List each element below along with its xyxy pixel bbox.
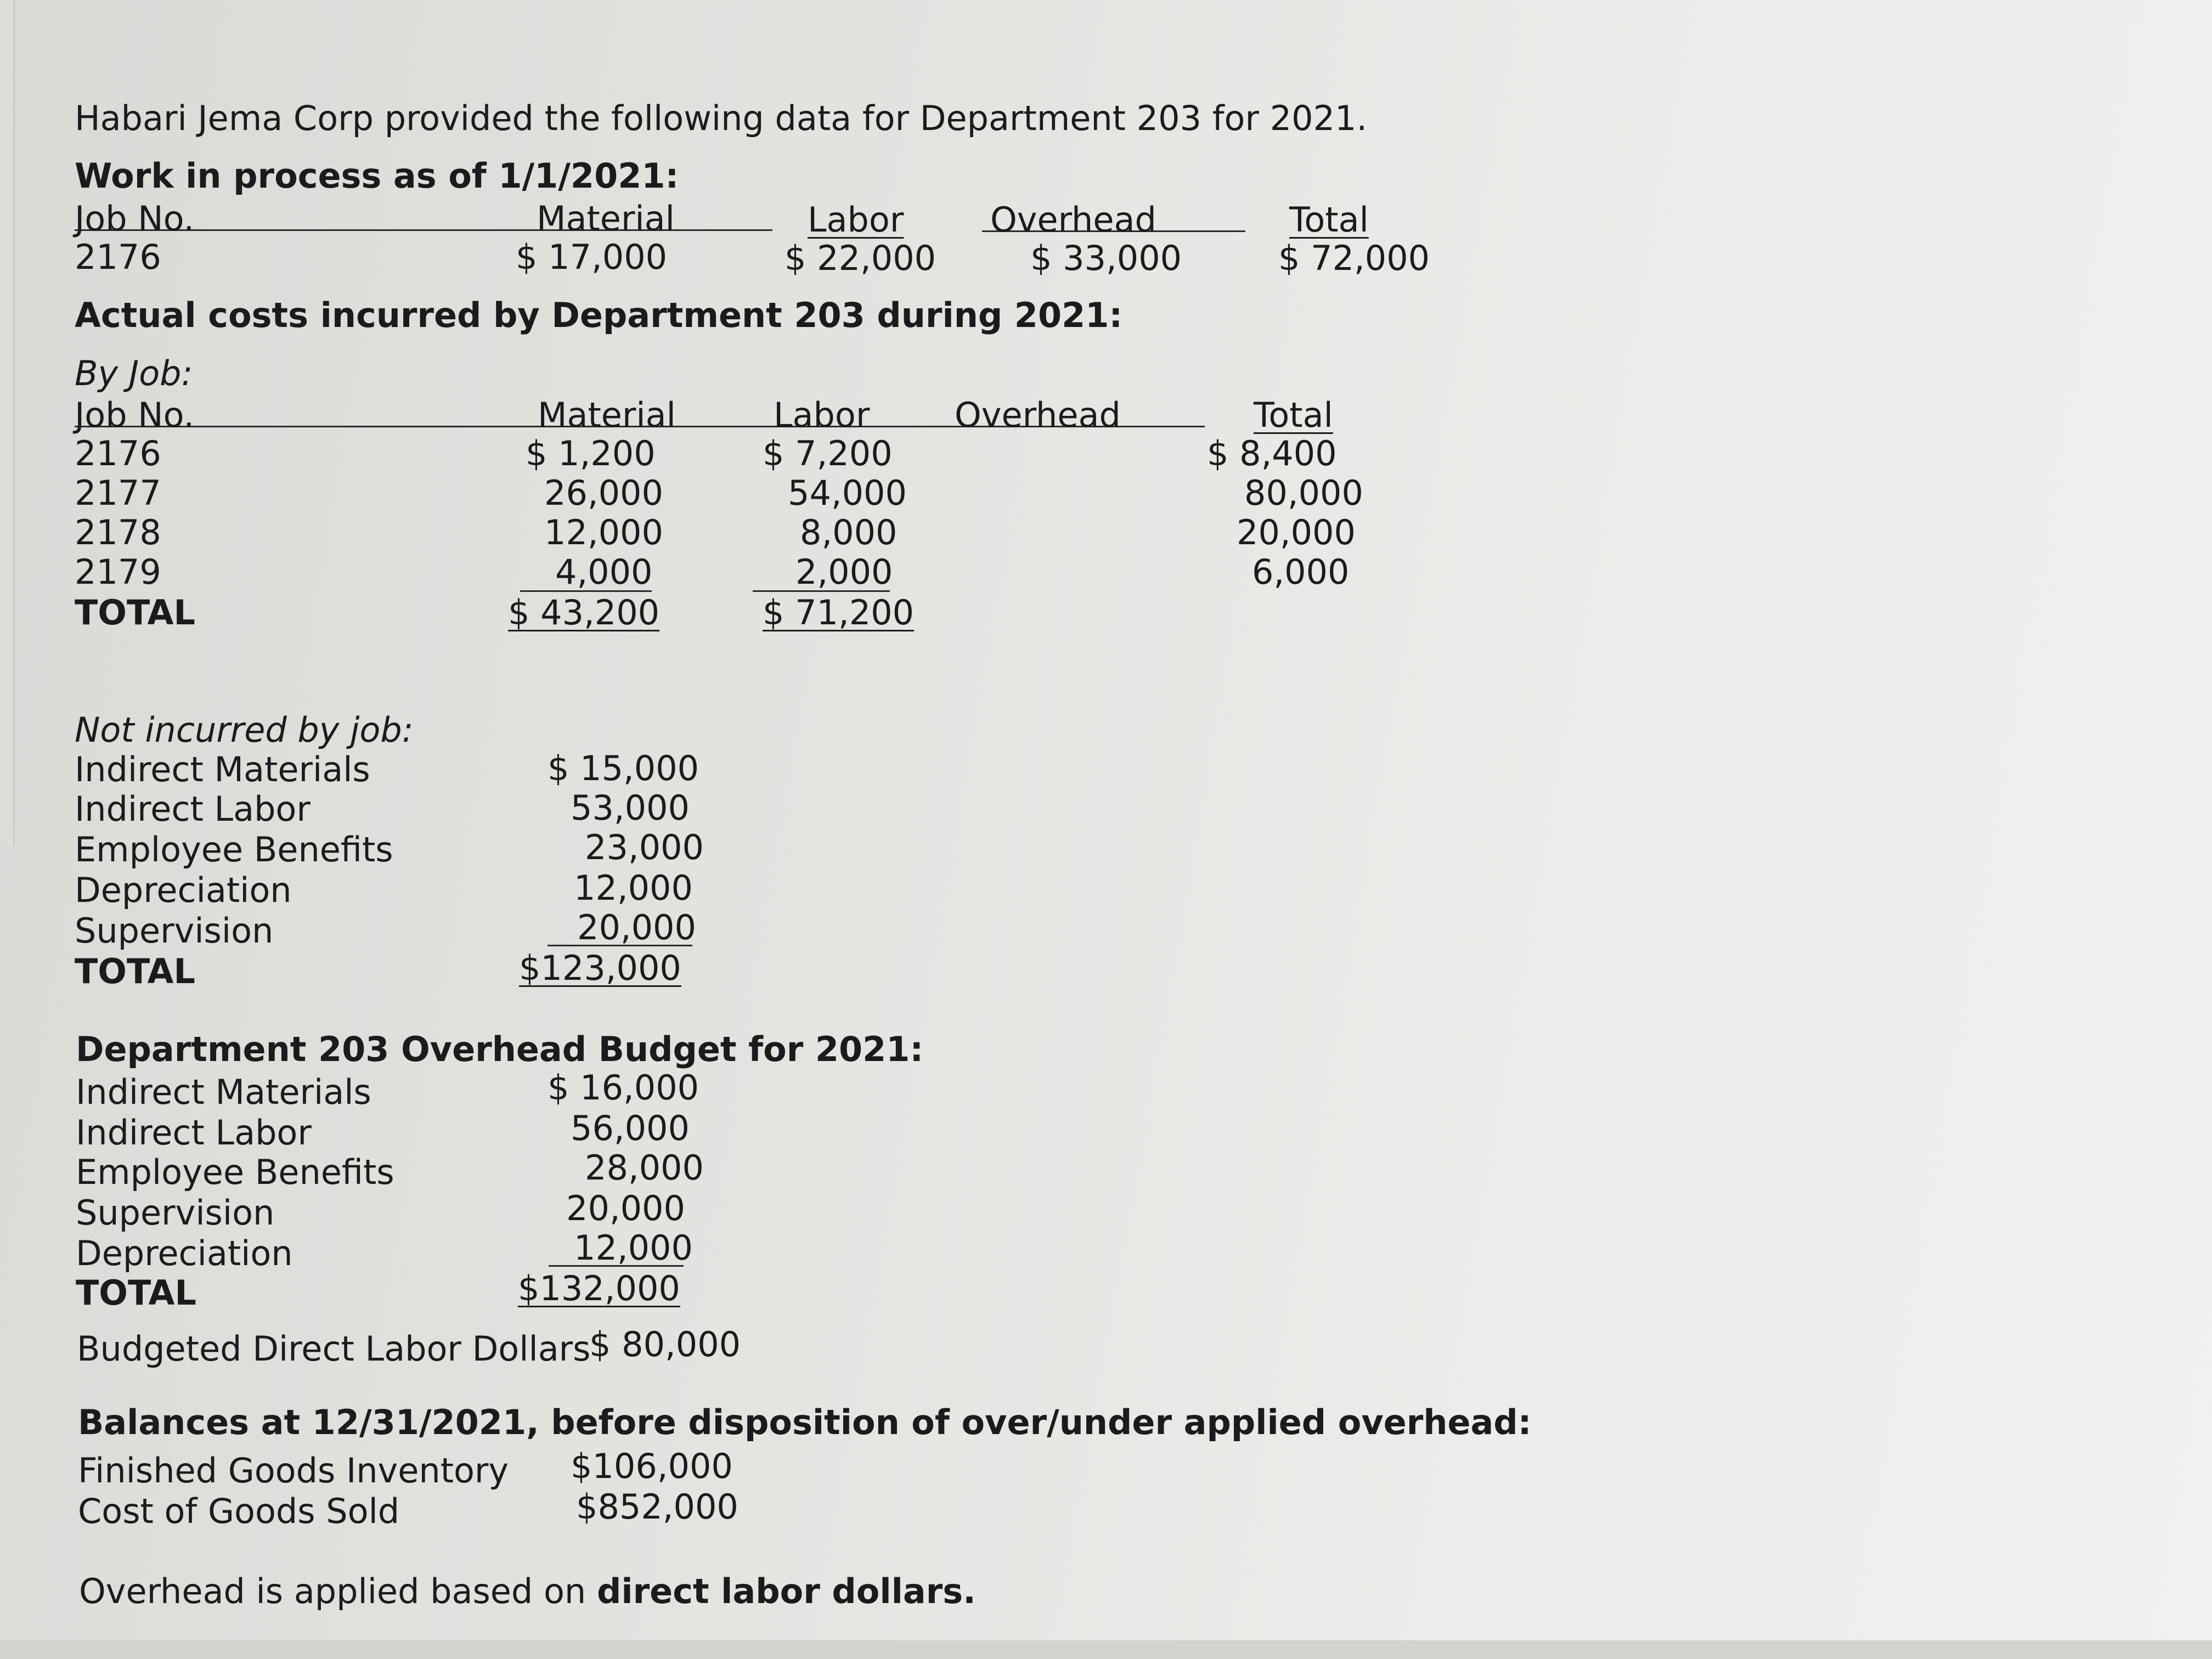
actual-row-labor: $ 7,200 [763, 433, 893, 473]
actual-row-material: 12,000 [544, 512, 663, 552]
wip-row-material: $ 17,000 [516, 237, 668, 277]
nbj-item-label: Employee Benefits [75, 830, 393, 870]
budget-total-value: $132,000 [518, 1268, 680, 1308]
wip-row-labor: $ 22,000 [785, 238, 936, 278]
budget-item-value: 12,000 [574, 1228, 693, 1268]
actual-header-labor: Labor [774, 395, 870, 435]
budget-item-label: Employee Benefits [76, 1152, 394, 1192]
bottom-edge [0, 1640, 2212, 1659]
actual-row-material: $ 1,200 [526, 433, 656, 473]
budget-item-value: $ 16,000 [548, 1068, 699, 1108]
balance-item-value: $852,000 [576, 1487, 738, 1527]
wip-header-job: Job No. [75, 199, 195, 239]
nbj-item-label: Indirect Materials [75, 749, 370, 789]
budget-subtotal-rule [549, 1265, 684, 1267]
budget-total-label: TOTAL [76, 1273, 196, 1313]
wip-header-overhead: Overhead [990, 200, 1156, 240]
balances-heading: Balances at 12/31/2021, before disposition of over/under applied overhead: [78, 1402, 1532, 1442]
wip-header-material: Material [537, 199, 675, 239]
actual-header-material: Material [538, 395, 676, 435]
actual-row-total: 20,000 [1237, 512, 1356, 552]
balance-item-label: Cost of Goods Sold [78, 1491, 400, 1531]
budgeted-dl-value: $ 80,000 [589, 1324, 741, 1364]
actual-row-labor: 8,000 [800, 512, 898, 552]
actual-row-total: 6,000 [1252, 552, 1350, 592]
actual-row-material: 4,000 [555, 552, 653, 592]
wip-row-job: 2176 [75, 237, 161, 277]
by-job-label: By Job: [75, 353, 193, 393]
material-subtotal-rule [520, 590, 652, 592]
nbj-item-value: 23,000 [585, 827, 704, 867]
nbj-item-value: 12,000 [574, 868, 693, 908]
page-edge [0, 0, 15, 845]
actual-row-job: 2179 [75, 552, 161, 592]
budget-item-label: Supervision [76, 1193, 275, 1233]
actual-total-labor: $ 71,200 [763, 592, 915, 633]
footer-note-prefix: Overhead is applied based on [79, 1571, 597, 1611]
actual-row-job: 2176 [75, 433, 161, 473]
nbj-total-label: TOTAL [75, 951, 195, 991]
wip-heading: Work in process as of 1/1/2021: [75, 156, 679, 196]
actual-header-total: Total [1254, 395, 1333, 435]
budget-heading: Department 203 Overhead Budget for 2021: [76, 1029, 924, 1069]
actual-row-material: 26,000 [544, 473, 663, 513]
actual-total-label: TOTAL [75, 592, 195, 633]
footer-note [79, 1571, 976, 1611]
wip-row-total: $ 72,000 [1278, 238, 1430, 278]
balance-item-value: $106,000 [571, 1446, 733, 1486]
nbj-item-value: 20,000 [577, 907, 696, 947]
balance-item-label: Finished Goods Inventory [78, 1451, 509, 1491]
budget-item-label: Depreciation [76, 1233, 293, 1273]
footer-note-bold: direct labor dollars. [596, 1571, 976, 1611]
nbj-item-label: Depreciation [75, 870, 292, 910]
budgeted-dl-label: Budgeted Direct Labor Dollars [77, 1329, 591, 1369]
budget-item-value: 20,000 [566, 1188, 685, 1228]
budget-item-label: Indirect Labor [76, 1113, 312, 1153]
budget-item-value: 28,000 [585, 1148, 704, 1188]
nbj-item-label: Indirect Labor [75, 789, 311, 829]
actual-row-labor: 2,000 [795, 552, 893, 592]
actual-row-total: $ 8,400 [1207, 433, 1337, 473]
nbj-item-value: $ 15,000 [548, 748, 699, 788]
actual-heading: Actual costs incurred by Department 203 during 2021: [75, 295, 1123, 335]
actual-header-overhead: Overhead [955, 395, 1121, 435]
labor-subtotal-rule [753, 590, 890, 592]
actual-header-job: Job No. [75, 395, 195, 435]
intro-text: Habari Jema Corp provided the following data for Department 203 for 2021. [75, 98, 1368, 138]
actual-row-job: 2178 [75, 512, 161, 552]
not-by-job-label: Not incurred by job: [75, 710, 414, 750]
actual-row-labor: 54,000 [788, 473, 907, 513]
wip-row-overhead: $ 33,000 [1030, 238, 1182, 278]
budget-item-value: 56,000 [571, 1108, 690, 1148]
wip-header-labor: Labor [808, 200, 904, 240]
wip-header-total: Total [1289, 200, 1369, 240]
nbj-item-label: Supervision [75, 911, 274, 951]
nbj-total-value: $123,000 [519, 948, 681, 988]
nbj-subtotal-rule [548, 945, 692, 946]
actual-row-job: 2177 [75, 473, 161, 513]
budget-item-label: Indirect Materials [76, 1072, 371, 1112]
nbj-item-value: 53,000 [571, 788, 690, 828]
actual-total-material: $ 43,200 [508, 592, 660, 633]
actual-row-total: 80,000 [1244, 473, 1363, 513]
